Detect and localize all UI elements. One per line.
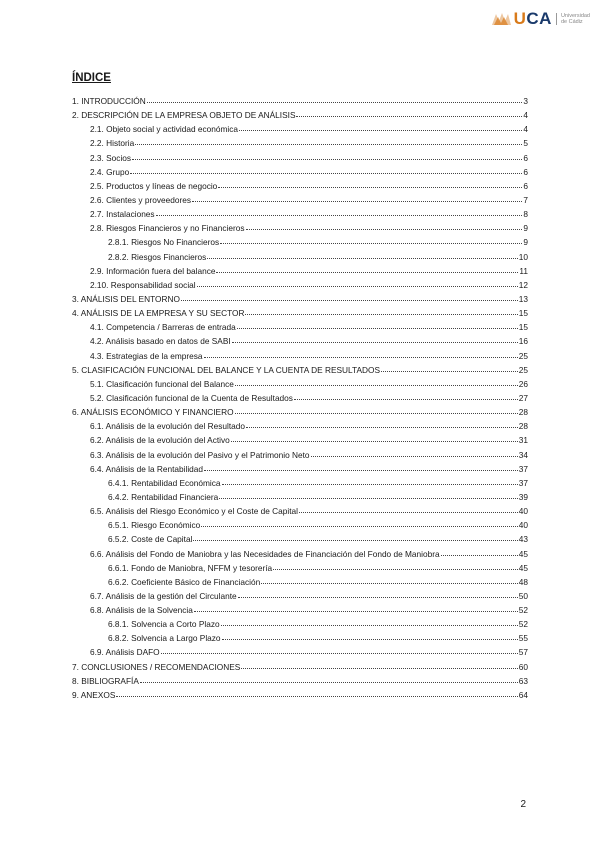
dot-leader: [231, 434, 518, 442]
toc-entry-page: 34: [518, 449, 528, 460]
toc-entry-title: 6.4. Análisis de la Rentabilidad: [90, 463, 204, 474]
toc-entry-page: 60: [518, 661, 528, 672]
toc-entry-title: 6.6.2. Coeficiente Básico de Financiación: [108, 576, 261, 587]
toc-entry[interactable]: [72, 237, 528, 251]
toc-entry-title: 6.3. Análisis de la evolución del Pasivo y el Patrimonio Neto: [90, 449, 310, 460]
toc-entry-title: 6.2. Análisis de la evolución del Activo: [90, 435, 230, 446]
toc-entry-title: 2.1. Objeto social y actividad económica: [90, 124, 239, 135]
toc-entry-page: 4: [523, 124, 528, 135]
dot-leader: [441, 548, 518, 556]
toc-entry-title: 4.2. Análisis basado en datos de SABI: [90, 336, 231, 347]
toc-entry-page: 37: [518, 463, 528, 474]
toc-entry-page: 9: [523, 237, 528, 248]
toc-entry-title: 9. ANEXOS: [72, 689, 116, 700]
dot-leader: [246, 420, 518, 428]
dot-leader: [232, 335, 518, 343]
toc-entry-title: 2.4. Grupo: [90, 166, 130, 177]
dot-leader: [194, 604, 518, 612]
toc-entry-title: 2.8.2. Riesgos Financieros: [108, 251, 207, 262]
toc-entry[interactable]: [72, 167, 528, 181]
toc-entry-page: 40: [518, 520, 528, 531]
toc-entry[interactable]: [72, 690, 528, 704]
dot-leader: [193, 533, 517, 541]
toc-entry-title: 6.4.1. Rentabilidad Económica: [108, 477, 221, 488]
toc-entry[interactable]: [72, 591, 528, 605]
toc-entry[interactable]: [72, 379, 528, 393]
toc-entry-page: 45: [518, 548, 528, 559]
toc-entry-page: 12: [518, 279, 528, 290]
toc-entry[interactable]: [72, 153, 528, 167]
toc-entry[interactable]: [72, 435, 528, 449]
toc-entry[interactable]: [72, 209, 528, 223]
dot-leader: [221, 618, 518, 626]
dot-leader: [299, 505, 518, 513]
toc-entry[interactable]: [72, 407, 528, 421]
toc-entry[interactable]: [72, 110, 528, 124]
dot-leader: [219, 491, 518, 499]
dot-leader: [296, 109, 522, 117]
toc-entry[interactable]: [72, 138, 528, 152]
toc-entry[interactable]: [72, 549, 528, 563]
toc-entry[interactable]: [72, 619, 528, 633]
toc-entry-title: 7. CONCLUSIONES / RECOMENDACIONES: [72, 661, 241, 672]
toc-entry-title: 2.8.1. Riesgos No Financieros: [108, 237, 220, 248]
toc-entry-page: 48: [518, 576, 528, 587]
university-logo: [490, 8, 590, 30]
toc-entry[interactable]: [72, 605, 528, 619]
toc-entry-page: 25: [518, 364, 528, 375]
toc-entry-page: 6: [523, 166, 528, 177]
toc-entry-page: 52: [518, 605, 528, 616]
dot-leader: [237, 321, 518, 329]
dot-leader: [192, 194, 522, 202]
toc-entry-page: 10: [518, 251, 528, 262]
dot-leader: [218, 180, 522, 188]
toc-entry[interactable]: [72, 336, 528, 350]
toc-entry-title: 2. DESCRIPCIÓN DE LA EMPRESA OBJETO DE ANÁLISIS: [72, 110, 296, 121]
dot-leader: [235, 378, 518, 386]
toc-entry[interactable]: [72, 421, 528, 435]
toc-entry-title: 6.8.1. Solvencia a Corto Plazo: [108, 619, 220, 630]
dot-leader: [207, 251, 518, 259]
toc-entry[interactable]: [72, 96, 528, 110]
toc-entry[interactable]: [72, 252, 528, 266]
dot-leader: [201, 519, 518, 527]
dot-leader: [220, 236, 522, 244]
toc-entry[interactable]: [72, 266, 528, 280]
dot-leader: [261, 576, 518, 584]
toc-entry[interactable]: [72, 520, 528, 534]
dot-leader: [135, 137, 522, 145]
dot-leader: [204, 463, 518, 471]
dot-leader: [381, 364, 518, 372]
toc-entry-title: 6.4.2. Rentabilidad Financiera: [108, 491, 219, 502]
dot-leader: [197, 279, 518, 287]
dot-leader: [238, 590, 518, 598]
toc-entry[interactable]: [72, 534, 528, 548]
toc-entry-page: 7: [523, 194, 528, 205]
toc-entry-page: 27: [518, 392, 528, 403]
uca-emblem-icon: [490, 11, 512, 27]
toc-entry[interactable]: [72, 450, 528, 464]
toc-entry-title: 8. BIBLIOGRAFÍA: [72, 675, 139, 686]
toc-entry-title: 6.7. Análisis de la gestión del Circulante: [90, 590, 237, 601]
toc-entry-title: 6.6. Análisis del Fondo de Maniobra y las Necesidades de Financiación del Fondo de Maniobra: [90, 548, 440, 559]
dot-leader: [181, 293, 518, 301]
toc-entry-page: 26: [518, 378, 528, 389]
toc-entry-title: 2.10. Responsabilidad social: [90, 279, 196, 290]
toc-entry-title: 6.8.2. Solvencia a Largo Plazo: [108, 633, 221, 644]
toc-entry[interactable]: [72, 308, 528, 322]
toc-entry-page: 15: [518, 308, 528, 319]
toc-entry-page: 9: [523, 223, 528, 234]
toc-entry-title: 5.2. Clasificación funcional de la Cuenta de Resultados: [90, 392, 293, 403]
toc-entry-page: 52: [518, 619, 528, 630]
toc-entry-title: 6.5.1. Riesgo Económico: [108, 520, 201, 531]
dot-leader: [245, 307, 517, 315]
toc-entry[interactable]: [72, 478, 528, 492]
toc-entry[interactable]: [72, 195, 528, 209]
toc-entry-title: 6.1. Análisis de la evolución del Resultado: [90, 421, 245, 432]
dot-leader: [246, 222, 523, 230]
toc-entry[interactable]: [72, 365, 528, 379]
toc-entry-page: 64: [518, 689, 528, 700]
toc-entry-title: 1. INTRODUCCIÓN: [72, 96, 146, 106]
toc-entry-page: 3: [523, 96, 528, 106]
toc-entry-page: 13: [518, 293, 528, 304]
dot-leader: [156, 208, 523, 216]
toc-entry-title: 5. CLASIFICACIÓN FUNCIONAL DEL BALANCE Y LA CUENTA DE RESULTADOS: [72, 364, 380, 375]
toc-entry-title: 6.5. Análisis del Riesgo Económico y el Coste de Capital: [90, 506, 298, 517]
toc-entry[interactable]: [72, 393, 528, 407]
toc-entry-page: 6: [523, 180, 528, 191]
toc-entry-page: 31: [518, 435, 528, 446]
toc-entry-title: 5.1. Clasificación funcional del Balance: [90, 378, 234, 389]
toc-entry-title: 2.2. Historia: [90, 138, 135, 149]
dot-leader: [132, 152, 522, 160]
toc-entry-title: 6.9. Análisis DAFO: [90, 647, 160, 658]
toc-entry-page: 4: [523, 110, 528, 121]
toc-entry-title: 2.3. Socios: [90, 152, 132, 163]
dot-leader: [222, 632, 518, 640]
logo-subtitle: Universidad de Cádiz: [556, 13, 590, 25]
toc-entry[interactable]: [72, 492, 528, 506]
dot-leader: [235, 406, 518, 414]
toc-entry-title: 6.8. Análisis de la Solvencia: [90, 605, 193, 616]
toc-entry-page: 5: [523, 138, 528, 149]
dot-leader: [239, 123, 522, 131]
dot-leader: [311, 449, 518, 457]
toc-entry-page: 50: [518, 590, 528, 601]
toc-entry-title: 2.8. Riesgos Financieros y no Financieros: [90, 223, 245, 234]
toc-entry-page: 8: [523, 209, 528, 220]
toc-entry-page: 43: [518, 534, 528, 545]
toc-entry-title: 6. ANÁLISIS ECONÓMICO Y FINANCIERO: [72, 407, 234, 418]
toc-entry[interactable]: [72, 676, 528, 690]
logo-text: UCA: [513, 9, 552, 28]
toc-entry-page: 37: [518, 477, 528, 488]
toc-entry-title: 2.5. Productos y líneas de negocio: [90, 180, 218, 191]
toc-entry-page: 39: [518, 491, 528, 502]
toc-entry[interactable]: [72, 223, 528, 237]
toc-entry[interactable]: [72, 322, 528, 336]
dot-leader: [204, 350, 518, 358]
dot-leader: [222, 477, 518, 485]
toc-entry-page: 55: [518, 633, 528, 644]
toc-entry-page: 28: [518, 421, 528, 432]
toc-entry-page: 45: [518, 562, 528, 573]
dot-leader: [130, 166, 522, 174]
dot-leader: [241, 661, 517, 669]
dot-leader: [140, 675, 518, 683]
dot-leader: [161, 646, 518, 654]
dot-leader: [116, 689, 517, 697]
toc-entry-title: 6.5.2. Coste de Capital: [108, 534, 193, 545]
page-title: ÍNDICE: [72, 72, 111, 84]
dot-leader: [273, 562, 518, 570]
toc-entry[interactable]: [72, 563, 528, 577]
toc-entry-title: 2.6. Clientes y proveedores: [90, 194, 192, 205]
dot-leader: [147, 95, 523, 103]
toc-entry[interactable]: [72, 181, 528, 195]
toc-entry[interactable]: [72, 124, 528, 138]
toc-entry[interactable]: [72, 662, 528, 676]
toc-entry-page: 16: [518, 336, 528, 347]
toc-entry[interactable]: [72, 633, 528, 647]
toc-entry-title: 4.3. Estrategias de la empresa: [90, 350, 203, 361]
toc-entry[interactable]: [72, 280, 528, 294]
toc-entry-page: 11: [519, 265, 528, 276]
page-number: 2: [520, 799, 526, 810]
toc-entry-page: 25: [518, 350, 528, 361]
toc-entry[interactable]: [72, 294, 528, 308]
toc-entry[interactable]: [72, 506, 528, 520]
dot-leader: [216, 265, 518, 273]
toc-entry-page: 57: [518, 647, 528, 658]
toc-entry-title: 3. ANÁLISIS DEL ENTORNO: [72, 293, 180, 304]
toc-entry[interactable]: [72, 577, 528, 591]
toc-entry-page: 40: [518, 506, 528, 517]
toc-entry-title: 2.9. Información fuera del balance: [90, 265, 216, 276]
toc-entry-page: 6: [523, 152, 528, 163]
toc-entry[interactable]: [72, 647, 528, 661]
toc-entry-title: 2.7. Instalaciones: [90, 209, 155, 220]
toc-entry[interactable]: [72, 351, 528, 365]
toc-entry-title: 6.6.1. Fondo de Maniobra, NFFM y tesorería: [108, 562, 273, 573]
toc-entry-title: 4. ANÁLISIS DE LA EMPRESA Y SU SECTOR: [72, 308, 245, 319]
toc-entry-page: 28: [518, 407, 528, 418]
toc-entry-page: 15: [518, 322, 528, 333]
toc-entry[interactable]: [72, 464, 528, 478]
dot-leader: [294, 392, 518, 400]
toc-entry-page: 63: [518, 675, 528, 686]
table-of-contents: [72, 96, 528, 704]
toc-entry-title: 4.1. Competencia / Barreras de entrada: [90, 322, 236, 333]
